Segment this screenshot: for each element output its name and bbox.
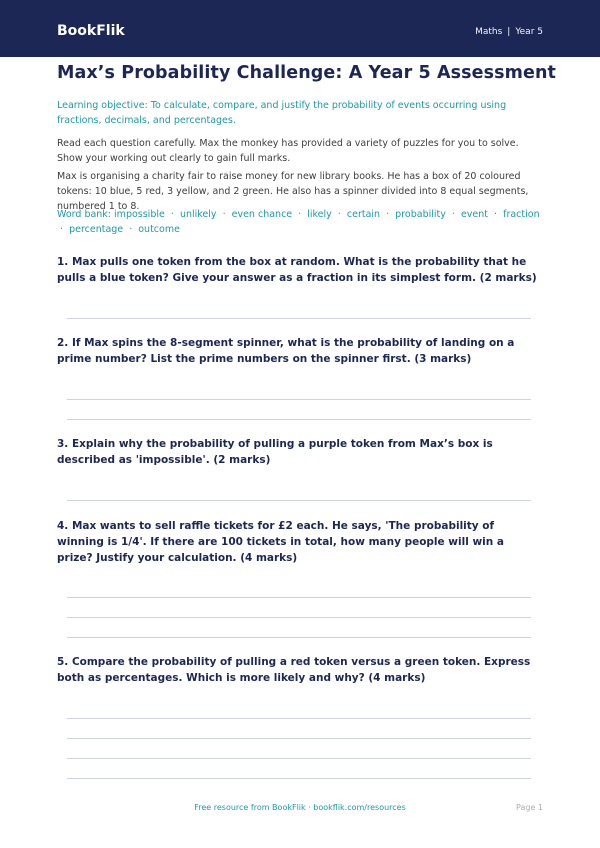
year-label: Year 5 bbox=[515, 27, 543, 37]
word-bank-separator: · bbox=[337, 209, 341, 220]
word-bank-separator: · bbox=[494, 209, 498, 220]
word-bank-word: percentage bbox=[69, 224, 124, 235]
word-bank-word: outcome bbox=[138, 224, 180, 235]
answer-line[interactable] bbox=[67, 318, 531, 319]
learning-objective: Learning objective: To calculate, compare, and justify the probability of events occurring using fractions, decimals, and percentages. bbox=[57, 100, 507, 126]
instructions: Read each question carefully. Max the monkey has provided a variety of puzzles for you to solve. Show your working out clearly to gain full marks. bbox=[57, 138, 519, 164]
word-bank-separator: · bbox=[222, 209, 226, 220]
answer-line[interactable] bbox=[67, 500, 531, 501]
word-bank-separator: · bbox=[386, 209, 390, 220]
subject-tag bbox=[475, 27, 543, 37]
word-bank-words bbox=[57, 209, 540, 235]
question-4: 4. Max wants to sell raffle tickets for £2 each. He says, 'The probability of winning is 1/4'. If there are 100 tickets in total, how many people will win a prize? Justify your calculation. (4 marks) bbox=[57, 520, 504, 564]
word-bank-word: impossible bbox=[114, 209, 165, 220]
page-title: Max’s Probability Challenge: A Year 5 Assessment bbox=[57, 63, 556, 83]
word-bank-word: certain bbox=[346, 209, 381, 220]
subject-label: Maths bbox=[475, 27, 503, 37]
word-bank-word: event bbox=[460, 209, 489, 220]
question-2: 2. If Max spins the 8-segment spinner, what is the probability of landing on a prime number? List the prime numbers on the spinner first. (3 marks) bbox=[57, 337, 515, 365]
word-bank-separator: · bbox=[451, 209, 455, 220]
word-bank-word: fraction bbox=[503, 209, 540, 220]
word-bank-separator: · bbox=[298, 209, 302, 220]
word-bank-separator: · bbox=[60, 224, 64, 235]
answer-line[interactable] bbox=[67, 718, 531, 719]
question-5: 5. Compare the probability of pulling a red token versus a green token. Express both as percentages. Which is more likely and why? (4 marks) bbox=[57, 656, 531, 684]
word-bank-word: even chance bbox=[231, 209, 293, 220]
answer-line[interactable] bbox=[67, 419, 531, 420]
footer-credit[interactable]: Free resource from BookFlik · bookflik.com/resources bbox=[194, 803, 406, 812]
brand-logo[interactable]: BookFlik bbox=[57, 23, 125, 39]
answer-line[interactable] bbox=[67, 738, 531, 739]
page-number: Page 1 bbox=[516, 803, 543, 812]
word-bank-word: probability bbox=[395, 209, 446, 220]
answer-line[interactable] bbox=[67, 637, 531, 638]
answer-line[interactable] bbox=[67, 399, 531, 400]
answer-line[interactable] bbox=[67, 758, 531, 759]
answer-line[interactable] bbox=[67, 597, 531, 598]
tag-separator: | bbox=[507, 27, 511, 37]
answer-line[interactable] bbox=[67, 778, 531, 779]
word-bank-separator: · bbox=[129, 224, 133, 235]
word-bank-separator: · bbox=[170, 209, 174, 220]
answer-line[interactable] bbox=[67, 617, 531, 618]
word-bank-word: likely bbox=[307, 209, 332, 220]
word-bank-label: Word bank: bbox=[57, 209, 112, 220]
word-bank-word: unlikely bbox=[179, 209, 217, 220]
page-header bbox=[0, 0, 600, 57]
scenario: Max is organising a charity fair to raise money for new library books. He has a box of 20 coloured tokens: 10 blue, 5 red, 3 yellow, and 2 green. He also has a spinner divided into 8 equal segments, numbered 1 to 8. bbox=[57, 171, 529, 212]
question-1: 1. Max pulls one token from the box at random. What is the probability that he pulls a blue token? Give your answer as a fraction in its simplest form. (2 marks) bbox=[57, 256, 537, 284]
word-bank bbox=[57, 207, 543, 237]
question-3: 3. Explain why the probability of pulling a purple token from Max’s box is described as 'impossible'. (2 marks) bbox=[57, 438, 493, 466]
